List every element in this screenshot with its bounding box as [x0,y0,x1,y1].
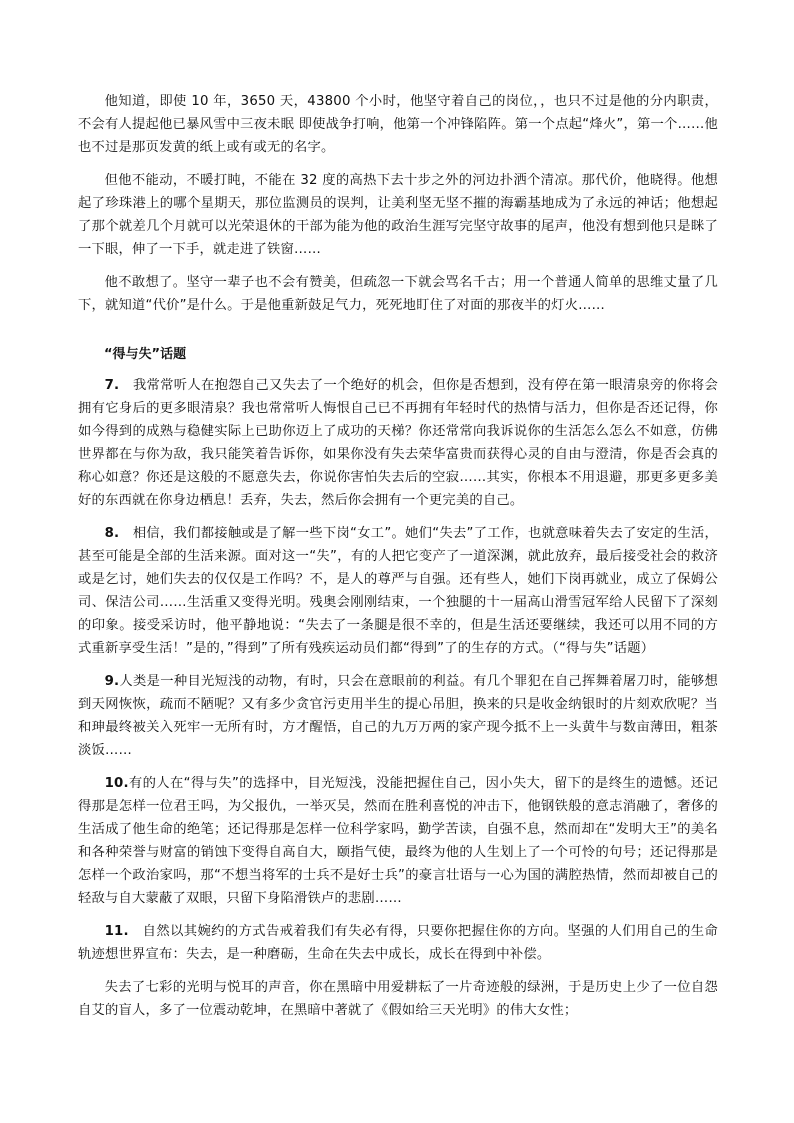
paragraph: 但他不能动，不暖打盹，不能在 32 度的高热下去十步之外的河边扑洒个清凉。那代价，他晓得。他想起了珍珠港上的哪个星期天，那位监测员的误判，让美利坚无坚不摧的海霸基地成为了永远的神话；他想起了那个就差几个月就可以光荣退休的干部为能为他的政治生涯写完坚守故事的尾声，他没有想到他只是眯了一下眼，伸了一下手，就走进了铁窗…… [78,173,718,257]
item-text: 自然以其婉约的方式告戒着我们有失必有得，只要你把握住你的方向。坚强的人们用自己的生命轨迹想世界宣布：失去，是一种磨砺，生命在失去中成长，成长在得到中补偿。 [78,924,718,962]
item-number: 10. [104,776,129,791]
document-body [78,90,718,1032]
item-number: 11. [104,924,129,939]
item-text: 有的人在“得与失”的选择中，目光短浅，没能把握住自己，因小失大，留下的是终生的遗憾。还记得那是怎样一位君王吗，为父报仇，一举灭吴，然而在胜利喜悦的冲击下，他钢铁般的意志消融了，奢侈的生活成了他生命的绝笔；还记得那是怎样一位科学家吗，勤学苦读，自强不息，然而却在“发明大王”的美名和各种荣誉与财富的销蚀下变得自高自大，颐指气使，最终为他的人生划上了一个可怜的句号；还记得那是怎样一个政治家吗，那“不想当将军的士兵不是好士兵”的豪言壮语与一心为国的满腔热情，然而却被自己的轻敌与自大蒙蔽了双眼，只留下身陷滑铁卢的悲剧…… [78,776,718,906]
numbered-paragraph [78,670,718,762]
item-text: 我常常听人在抱怨自己又失去了一个绝好的机会，但你是否想到，没有停在第一眼清泉旁的你将会拥有它身后的更多眼清泉？我也常常听人悔恨自己已不再拥有年轻时代的热情与活力，但你是否还记得，你如今得到的成熟与稳健实际上已助你迈上了成功的天梯？你还常常向我诉说你的生活怎么怎么不如意，仿佛世界都在与你为敌，我只能笑着告诉你，如果你没有失去荣华富贵而获得心灵的自由与澄清，你是否会真的称心如意？你还是这般的不愿意失去，你说你害怕失去后的空寂……其实，你根本不用退避，那更多更多美好的东西就在你身边栖息！丢弃，失去，然后你会拥有一个更完美的自己。 [78,378,718,508]
numbered-paragraph [78,522,718,660]
item-text: 相信，我们都接触或是了解一些下岗“女工”。她们“失去”了工作，也就意味着失去了安定的生活，甚至可能是全部的生活来源。面对这一“失”，有的人把它变产了一道深渊，就此放弃，最后接受社会的救济或是乞讨，她们失去的仅仅是工作吗？不，是人的尊严与自强。还有些人，她们下岗再就业，成立了保姆公司、保洁公司……生活重又变得光明。残奥会刚刚结束，一个独腿的十一届高山滑雪冠军给人民留下了深刻的印象。接受采访时，他平静地说：“失去了一条腿是很不幸的，但是生活还要继续，我还可以用不同的方式重新享受生活！”是的，”得到”了所有残疾运动员们都“得到”了的生存的方式。（“得与失”话题） [78,526,718,656]
paragraph: 他不敢想了。坚守一辈子也不会有赞美，但疏忽一下就会骂名千古；用一个普通人简单的思维丈量了几下，就知道“代价”是什么。于是他重新鼓足气力，死死地盯住了对面的那夜半的灯火…… [78,275,718,313]
numbered-paragraph [78,920,718,966]
numbered-paragraph [78,772,718,910]
section-heading: “得与失”话题 [104,347,187,362]
item-number: 7. [104,378,120,393]
item-text: 人类是一种目光短浅的动物，有时，只会在意眼前的利益。有几个罪犯在自己挥舞着屠刀时，能够想到天网恢恢，疏而不陋呢？又有多少贪官污吏用半生的提心吊胆，换来的只是收金纳银时的片刻欢欣呢？当和珅最终被关入死牢一无所有时，方才醒悟，自己的九万万两的家产现今抵不上一头黄牛与数亩薄田，粗茶淡饭…… [78,674,718,758]
paragraph: 他知道，即使 10 年，3650 天，43800 个小时，他坚守着自己的岗位，，也只不过是他的分内职责，不会有人提起他已暴风雪中三夜未眠 即使战争打响，他第一个冲锋陷阵。第一个点起“烽火”，第一个……他也不过是那页发黄的纸上或有或无的名字。 [78,94,718,155]
paragraph: 失去了七彩的光明与悦耳的声音，你在黑暗中用爱耕耘了一片奇迹般的绿洲，于是历史上少了一位自怨自艾的盲人，多了一位震动乾坤，在黑暗中著就了《假如给三天光明》的伟大女性； [78,980,718,1018]
numbered-paragraph [78,374,718,512]
item-number: 8. [104,526,120,541]
item-number: 9. [104,674,120,689]
